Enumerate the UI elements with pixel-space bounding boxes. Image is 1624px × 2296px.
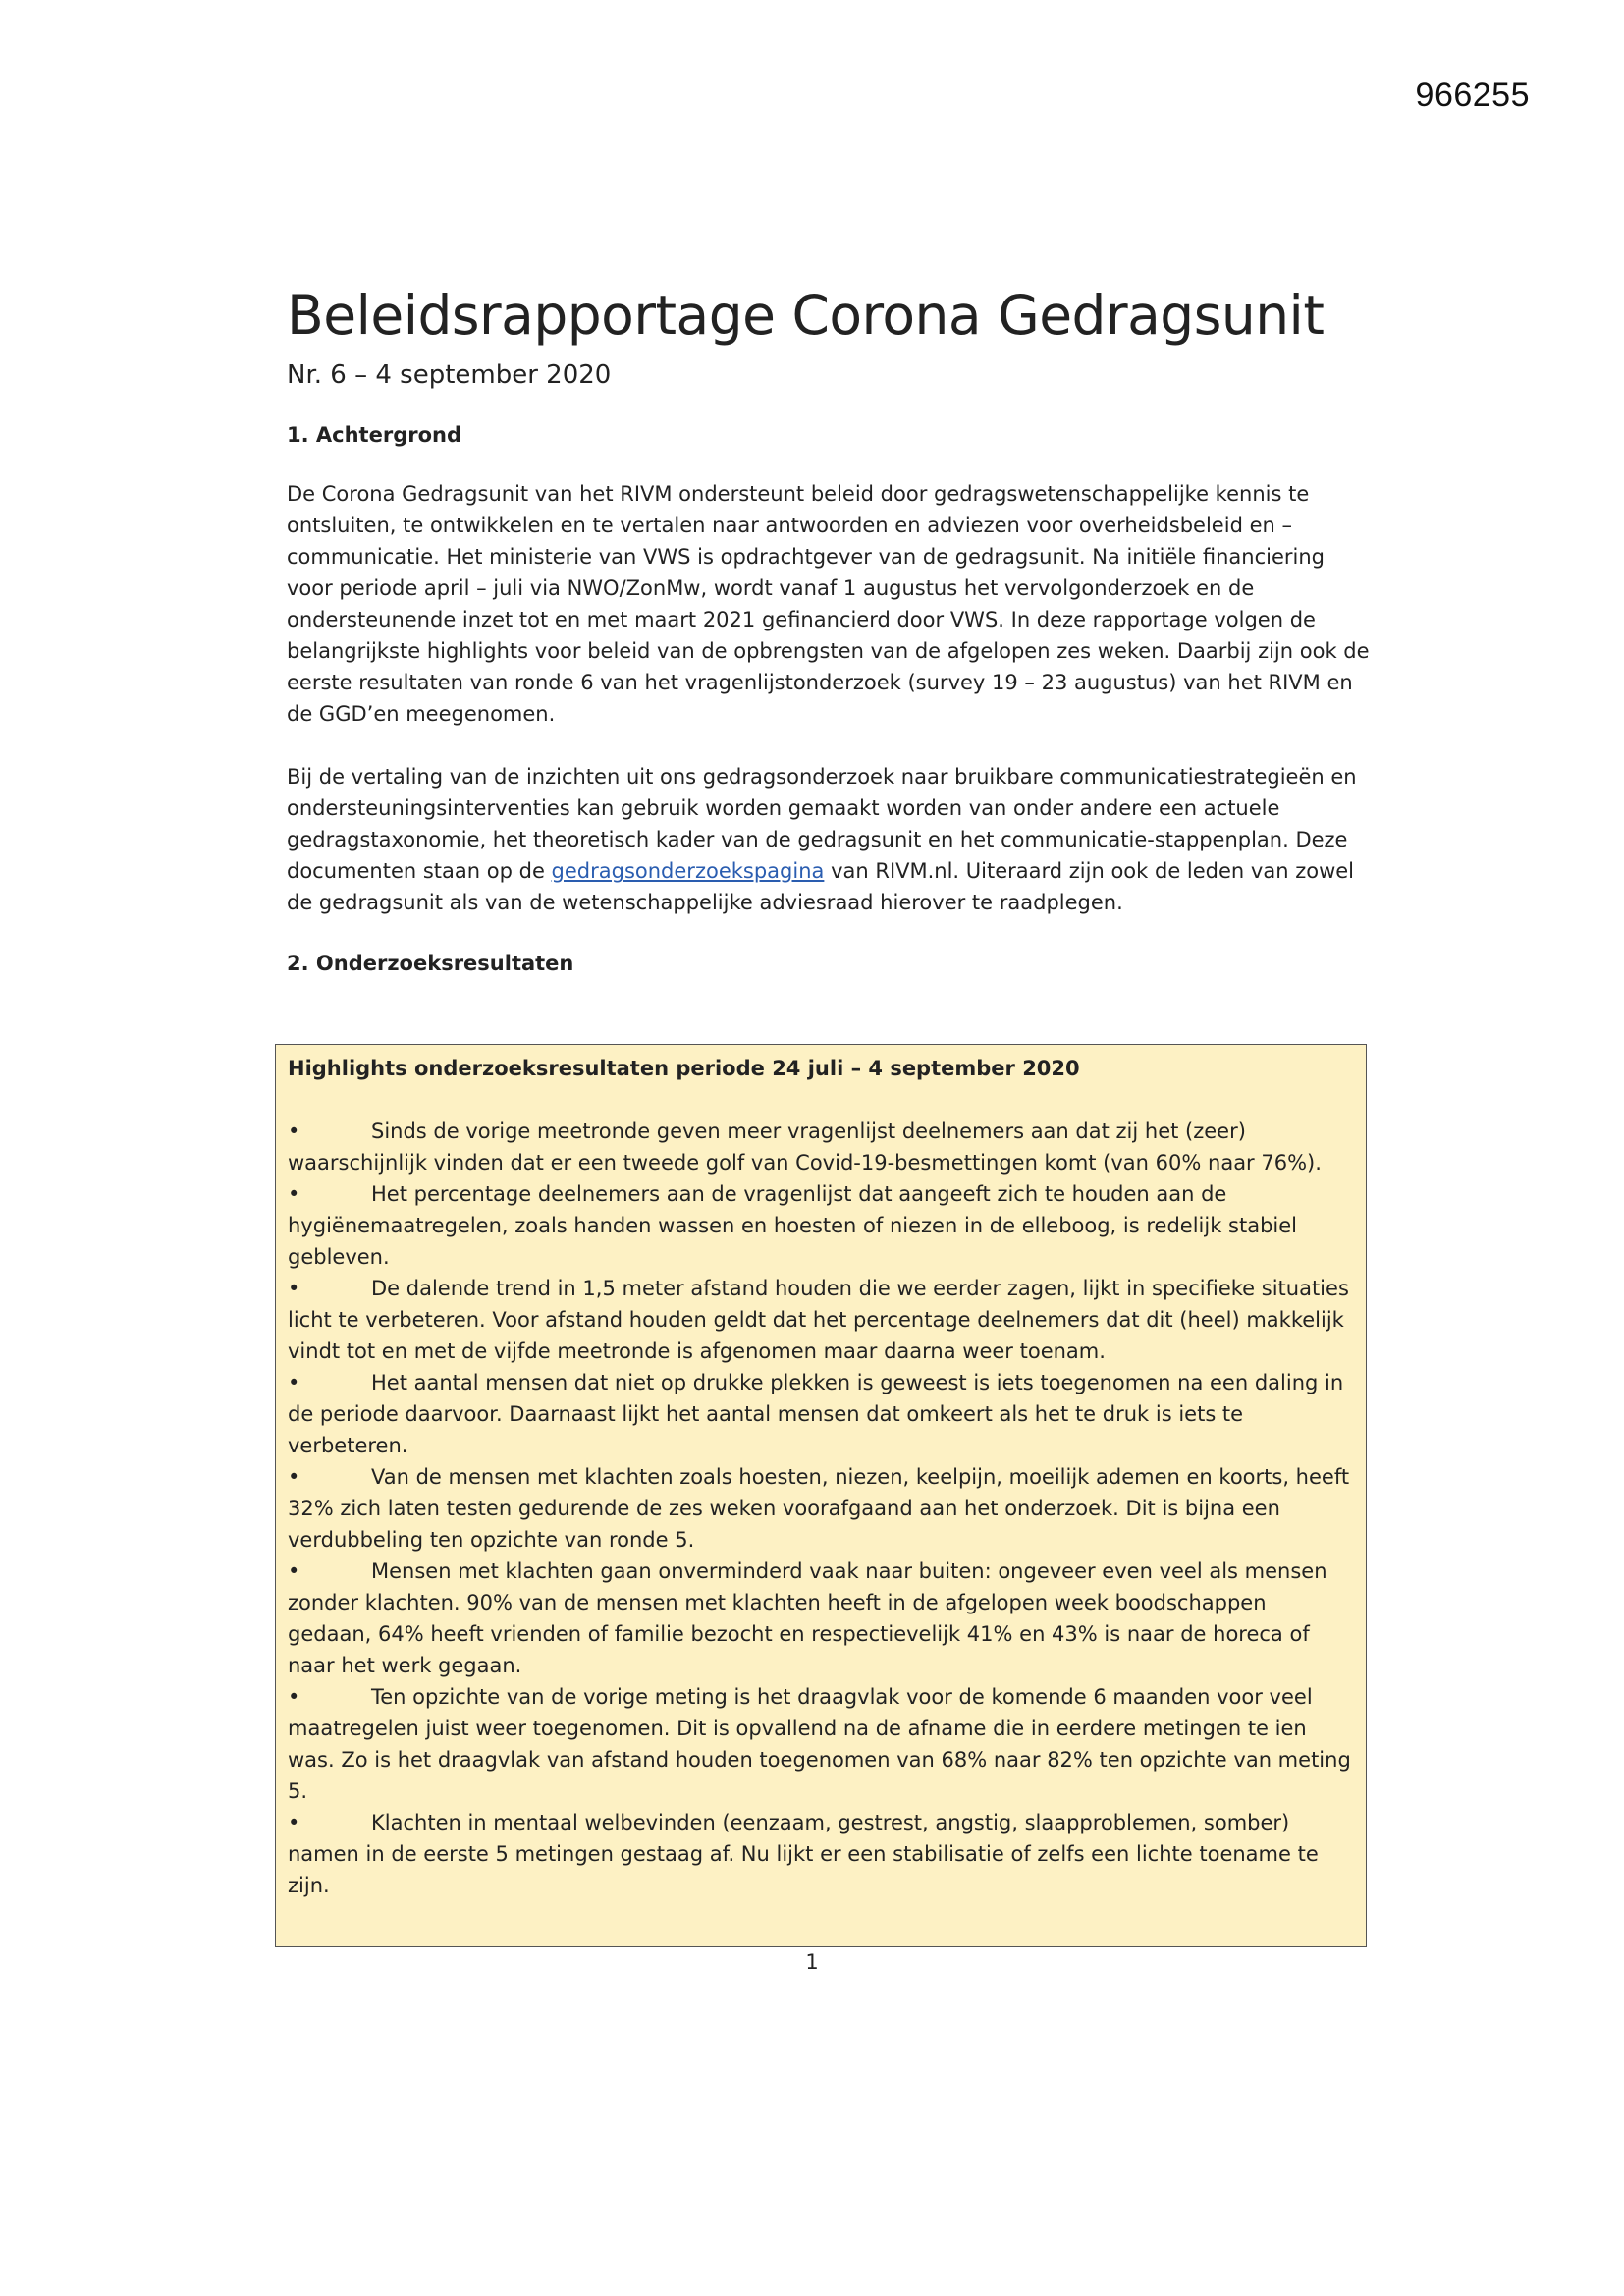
achtergrond-paragraph-1: De Corona Gedragsunit van het RIVM ondersteunt beleid door gedragswetenschappelijke kennis te ontsluiten, te ontwikkelen en te vertalen naar antwoorden en adviezen voor overheidsbeleid en –communicatie. Het ministerie van VWS is opdrachtgever van de gedragsunit. Na initiële financiering voor periode april – juli via NWO/ZonMw, wordt vanaf 1 augustus het vervolgonderzoek en de ondersteunende inzet tot en met maart 2021 gefinancierd door VWS. In deze rapportage volgen de belangrijkste highlights voor beleid van de opbrengsten van de afgelopen zes weken. Daarbij zijn ook de eerste resultaten van ronde 6 van het vragenlijstonderzoek (survey 19 – 23 augustus) van het RIVM en de GGD’en meegenomen.	[287, 482, 1370, 727]
bullet-icon: •	[288, 1811, 300, 1834]
highlights-title: Highlights onderzoeksresultaten periode 24 juli – 4 september 2020	[288, 1057, 1080, 1080]
list-item	[288, 1807, 1354, 1901]
document-title: Beleidsrapportage Corona Gedragsunit	[287, 284, 1325, 347]
paragraph-text: Bij de vertaling van de inzichten uit ons gedragsonderzoek naar bruikbare communicatiestrategieën en ondersteuningsinterventies kan gebruik worden gemaakt worden van onder andere een actuele gedragstaxonomie, het theoretisch kader van de gedragsunit en het communicatie-stappenplan. Deze documenten staan op de	[287, 765, 1357, 884]
gedragsonderzoekspagina-link[interactable]: gedragsonderzoekspagina	[551, 859, 825, 884]
paragraph-text: van RIVM.nl. Uiteraard zijn ook de leden van zowel de gedragsunit als van de wetenschappelijke adviesraad hierover te raadplegen.	[287, 859, 1354, 915]
bullet-icon: •	[288, 1182, 300, 1206]
list-item-text: Het aantal mensen dat niet op drukke plekken is geweest is iets toegenomen na een daling in de periode daarvoor. Daarnaast lijkt het aantal mensen dat omkeert als het te druk is iets te verbeteren.	[288, 1371, 1344, 1457]
list-item	[288, 1461, 1354, 1556]
list-item	[288, 1681, 1354, 1807]
list-item	[288, 1556, 1354, 1681]
achtergrond-paragraph-2	[287, 761, 1375, 918]
bullet-icon: •	[288, 1120, 300, 1143]
document-subtitle: Nr. 6 – 4 september 2020	[287, 360, 612, 391]
highlights-box	[275, 1044, 1367, 1947]
bullet-icon: •	[288, 1465, 300, 1489]
bullet-icon: •	[288, 1371, 300, 1394]
list-item-text: Klachten in mentaal welbevinden (eenzaam, gestrest, angstig, slaapproblemen, somber) namen in de eerste 5 metingen gestaag af. Nu lijkt er een stabilisatie of zelfs een lichte toename te zijn.	[288, 1811, 1319, 1897]
bullet-icon: •	[288, 1559, 300, 1583]
bullet-icon: •	[288, 1685, 300, 1709]
list-item	[288, 1178, 1354, 1273]
highlights-list	[288, 1116, 1354, 1901]
list-item-text: Ten opzichte van de vorige meting is het draagvlak voor de komende 6 maanden voor veel maatregelen juist weer toegenomen. Dit is opvallend na de afname die in eerdere metingen te ien was. Zo is het draagvlak van afstand houden toegenomen van 68% naar 82% ten opzichte van meting 5.	[288, 1685, 1351, 1803]
section-heading-onderzoeksresultaten: 2. Onderzoeksresultaten	[287, 952, 574, 976]
document-id: 966255	[1415, 77, 1530, 114]
list-item	[288, 1367, 1354, 1461]
list-item-text: Mensen met klachten gaan onverminderd vaak naar buiten: ongeveer even veel als mensen zonder klachten. 90% van de mensen met klachten heeft in de afgelopen week boodschappen gedaan, 64% heeft vrienden of familie bezocht en respectievelijk 41% en 43% is naar de horeca of naar het werk gegaan.	[288, 1559, 1327, 1677]
list-item-text: Sinds de vorige meetronde geven meer vragenlijst deelnemers aan dat zij het (zeer) waarschijnlijk vinden dat er een tweede golf van Covid-19-besmettingen komt (van 60% naar 76%).	[288, 1120, 1322, 1175]
page-content	[287, 285, 1375, 975]
list-item-text: Het percentage deelnemers aan de vragenlijst dat aangeeft zich te houden aan de hygiënemaatregelen, zoals handen wassen en hoesten of niezen in de elleboog, is redelijk stabiel gebleven.	[288, 1182, 1298, 1269]
section-heading-achtergrond: 1. Achtergrond	[287, 423, 461, 448]
list-item-text: Van de mensen met klachten zoals hoesten, niezen, keelpijn, moeilijk ademen en koorts, heeft 32% zich laten testen gedurende de zes weken voorafgaand aan het onderzoek. Dit is bijna een verdubbeling ten opzichte van ronde 5.	[288, 1465, 1350, 1552]
list-item-text: De dalende trend in 1,5 meter afstand houden die we eerder zagen, lijkt in specifieke situaties licht te verbeteren. Voor afstand houden geldt dat het percentage deelnemers dat dit (heel) makkelijk vindt tot en met de vijfde meetronde is afgenomen maar daarna weer toenam.	[288, 1277, 1349, 1363]
list-item	[288, 1273, 1354, 1367]
page-number: 1	[805, 1950, 819, 1974]
bullet-icon: •	[288, 1277, 300, 1300]
list-item	[288, 1116, 1354, 1178]
